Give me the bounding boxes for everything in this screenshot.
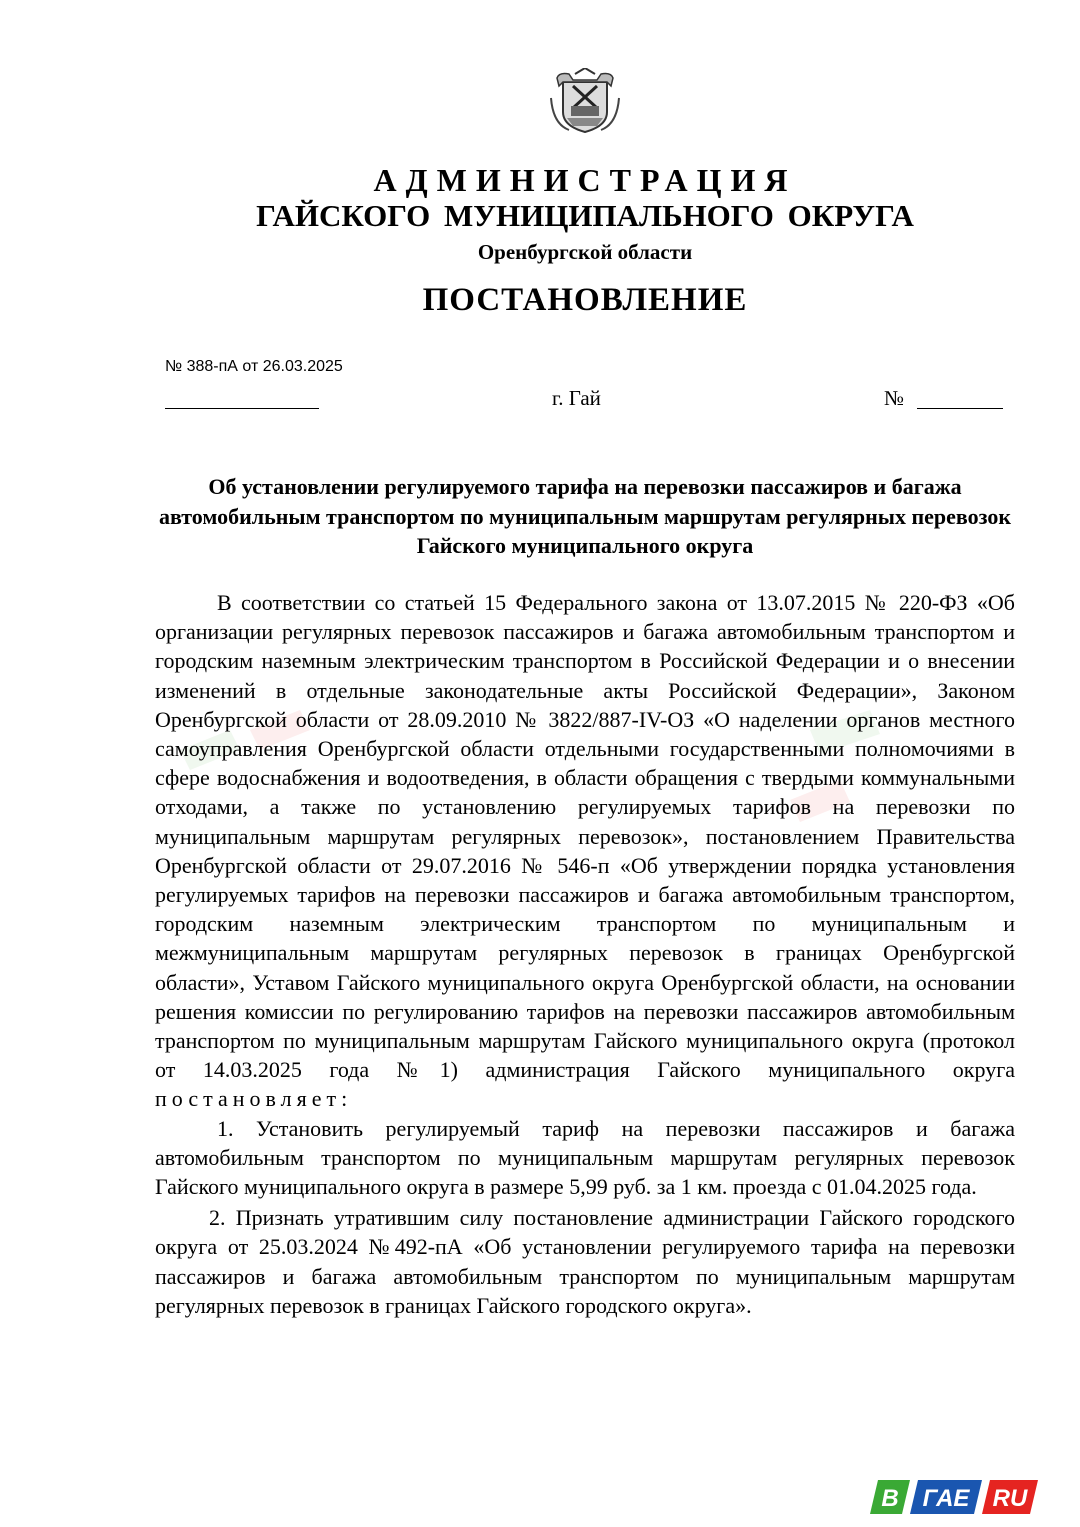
coat-of-arms-emblem xyxy=(549,68,621,136)
document-title: Об установлении регулируемого тарифа на перевозки пассажиров и багажа автомобильным транспортом по муниципальным маршрутам регулярных перевозок Гайского муниципального округа xyxy=(158,474,1012,558)
document-type: ПОСТАНОВЛЕНИЕ xyxy=(422,282,748,318)
organization-region: Оренбургской области xyxy=(477,240,693,264)
registration-stamp: № 388-пА от 26.03.2025 xyxy=(165,358,343,375)
number-label: № xyxy=(884,386,905,410)
site-logo-text-2: ГАЕ xyxy=(922,1485,970,1512)
site-logo-text-3: RU xyxy=(992,1485,1028,1512)
resolves-keyword: постановляет: xyxy=(155,1086,353,1112)
resolution-item-1: 1. Установить регулируемый тариф на перевозки пассажиров и багажа автомобильным транспортом по муниципальным маршрутам регулярных перевозок Гайского муниципального округа в размере 5,99 руб. за 1 км. проезда с 01.04.2025 года. xyxy=(155,1115,1015,1200)
organization-name: АДМИНИСТРАЦИЯ xyxy=(373,162,797,198)
organization-district: ГАЙСКОГО МУНИЦИПАЛЬНОГО ОКРУГА xyxy=(256,198,914,233)
site-logo-text-1: В xyxy=(881,1485,899,1512)
date-blank-line xyxy=(165,408,319,409)
resolution-item-2: 2. Признать утратившим силу постановление администрации Гайского городского округа от 25.03.2024 №492-пА «Об установлении регулируемого тарифа на перевозки пассажиров и багажа автомобильным транспортом по муниципальным маршрутам регулярных перевозок в границах Гайского городского округа». xyxy=(155,1205,1015,1318)
number-blank-line xyxy=(917,408,1003,409)
document-body xyxy=(155,588,1015,1320)
preamble-text: В соответствии со статьей 15 Федерального закона от 13.07.2015 № 220-ФЗ «Об организации регулярных перевозок пассажиров и багажа автомобильным транспортом и городским наземным электрическим транспортом в Российской Федерации и о внесении изменений в отдельные законодательные акты Российской Федерации», Законом Оренбургской области от 28.09.2010 № 3822/887-IV-ОЗ «О наделении органов местного самоуправления Оренбургской области отдельными государственными полномочиями в сфере водоснабжения и водоотведения, в области обращения с твердыми коммунальными отходами, а также по установлению регулируемых тарифов на перевозки по муниципальным маршрутам регулярных перевозок», постановлением Правительства Оренбургской области от 29.07.2016 № 546-п «Об утверждении порядка установления регулируемых тарифов на перевозки пассажиров и багажа автомобильным транспортом, городским наземным электрическим транспортом по муниципальным и межмуниципальным маршрутам регулярных перевозок в границах Оренбургской области», Уставом Гайского муниципального округа Оренбургской области, на основании решения комиссии по регулированию тарифов на перевозки пассажиров автомобильным транспортом по муниципальным маршрутам Гайского муниципального округа (протокол от 14.03.2025 года №1) администрация Гайского муниципального округа xyxy=(155,590,1015,1083)
city-label: г. Гай xyxy=(552,386,601,410)
site-logo xyxy=(864,1478,1040,1516)
